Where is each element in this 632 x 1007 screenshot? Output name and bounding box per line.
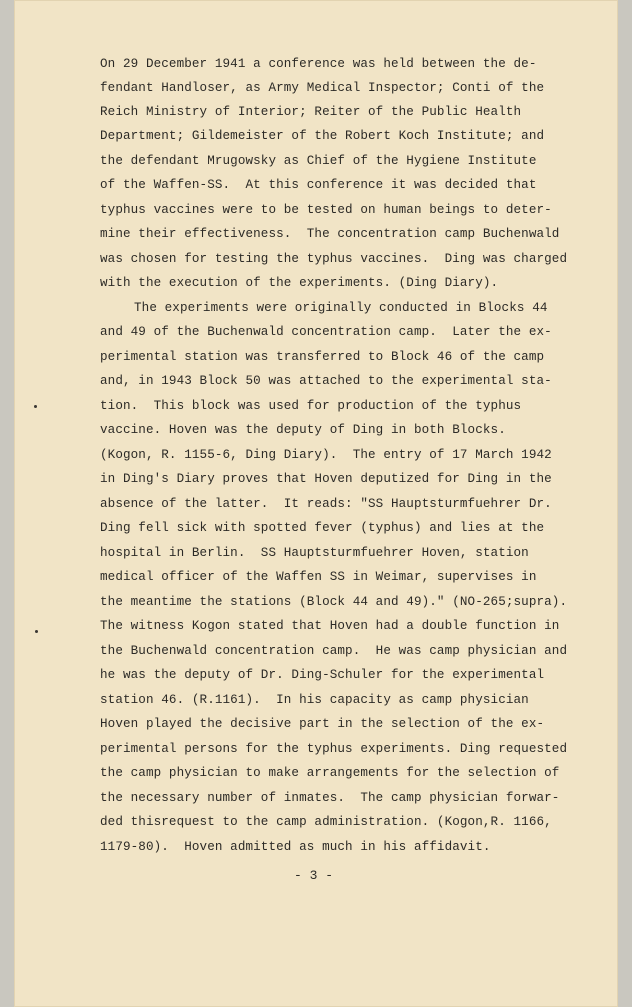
text-line: vaccine. Hoven was the deputy of Ding in both Blocks. bbox=[100, 423, 506, 437]
text-line: he was the deputy of Dr. Ding-Schuler for the experimental bbox=[100, 668, 545, 682]
text-line: perimental station was transferred to Block 46 of the camp bbox=[100, 350, 545, 364]
page-number: - 3 - bbox=[294, 868, 334, 883]
text-line: On 29 December 1941 a conference was held between the de- bbox=[100, 57, 537, 71]
text-line: Hoven played the decisive part in the selection of the ex- bbox=[100, 717, 545, 731]
text-line: absence of the latter. It reads: "SS Hauptsturmfuehrer Dr. bbox=[100, 497, 552, 511]
text-line: the meantime the stations (Block 44 and 49)." (NO-265;supra). bbox=[100, 595, 568, 609]
text-line: tion. This block was used for production of the typhus bbox=[100, 399, 522, 413]
text-line: The witness Kogon stated that Hoven had a double function in bbox=[100, 619, 560, 633]
text-line: and, in 1943 Block 50 was attached to the experimental sta- bbox=[100, 374, 552, 388]
text-line: (Kogon, R. 1155-6, Ding Diary). The entry of 17 March 1942 bbox=[100, 448, 552, 462]
text-line: the Buchenwald concentration camp. He was camp physician and bbox=[100, 644, 568, 658]
text-line: Ding fell sick with spotted fever (typhus) and lies at the bbox=[100, 521, 545, 535]
text-line: Reich Ministry of Interior; Reiter of the Public Health bbox=[100, 105, 522, 119]
paper-speck bbox=[35, 630, 38, 633]
text-line: Department; Gildemeister of the Robert Koch Institute; and bbox=[100, 129, 545, 143]
text-line: was chosen for testing the typhus vaccines. Ding was charged bbox=[100, 252, 568, 266]
text-line: and 49 of the Buchenwald concentration camp. Later the ex- bbox=[100, 325, 552, 339]
text-line: station 46. (R.1161). In his capacity as camp physician bbox=[100, 693, 529, 707]
text-line: medical officer of the Waffen SS in Weimar, supervises in bbox=[100, 570, 537, 584]
text-line: the necessary number of inmates. The camp physician forwar- bbox=[100, 791, 560, 805]
paper-speck bbox=[34, 405, 37, 408]
text-line: perimental persons for the typhus experiments. Ding requested bbox=[100, 742, 568, 756]
text-line: fendant Handloser, as Army Medical Inspector; Conti of the bbox=[100, 81, 545, 95]
text-line: the defendant Mrugowsky as Chief of the Hygiene Institute bbox=[100, 154, 537, 168]
text-line: typhus vaccines were to be tested on human beings to deter- bbox=[100, 203, 552, 217]
text-line: ded thisrequest to the camp administration. (Kogon,R. 1166, bbox=[100, 815, 552, 829]
text-line: hospital in Berlin. SS Hauptsturmfuehrer Hoven, station bbox=[100, 546, 529, 560]
text-line: 1179-80). Hoven admitted as much in his affidavit. bbox=[100, 840, 491, 854]
text-line: the camp physician to make arrangements for the selection of bbox=[100, 766, 560, 780]
text-line: in Ding's Diary proves that Hoven deputized for Ding in the bbox=[100, 472, 552, 486]
text-line: with the execution of the experiments. (Ding Diary). bbox=[100, 276, 499, 290]
text-line: The experiments were originally conducted in Blocks 44 bbox=[134, 301, 548, 315]
text-line: mine their effectiveness. The concentration camp Buchenwald bbox=[100, 227, 560, 241]
text-line: of the Waffen-SS. At this conference it was decided that bbox=[100, 178, 537, 192]
